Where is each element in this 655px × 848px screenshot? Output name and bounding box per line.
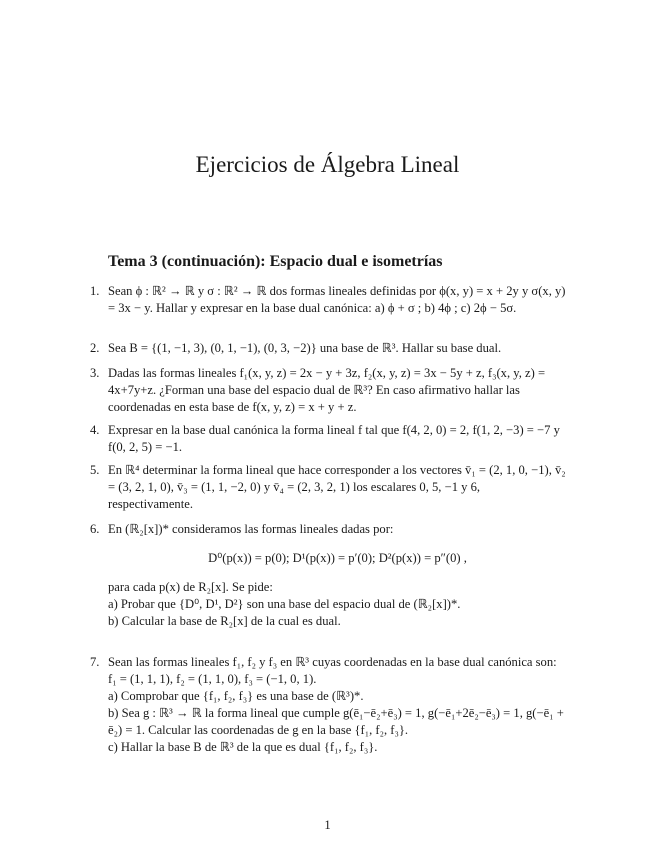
section-heading: Tema 3 (continuación): Espacio dual e isometrías — [108, 253, 443, 270]
exercise-intro: Sean las formas lineales f₁, f₂ y f₃ en ℝ³ cuyas coordenadas en la base dual canónica son: f₁ = (1, 1, 1), f₂ = (1, 1, 0), f₃ = (−1, 0, 1). — [108, 655, 557, 686]
exercise-number: 4. — [90, 423, 100, 437]
exercise-after-text: para cada p(x) de R₂[x]. Se pide: — [108, 580, 273, 594]
exercise-part-a: a) Probar que {D⁰, D¹, D²} son una base del espacio dual de (ℝ₂[x])*. — [108, 597, 461, 611]
exercise-number: 7. — [90, 655, 100, 669]
exercise-text: Sea B = {(1, −1, 3), (0, 1, −1), (0, 3, −2)} una base de ℝ³. Hallar su base dual. — [108, 341, 502, 355]
exercise-number: 6. — [90, 522, 100, 536]
exercise-number: 5. — [90, 463, 100, 477]
exercise-3 — [90, 365, 567, 416]
exercise-text: Expresar en la base dual canónica la forma lineal f tal que f(4, 2, 0) = 2, f(1, 2, −3) = −7 y f(0, 2, 5) = −1. — [108, 423, 560, 454]
exercise-part-a: a) Comprobar que {f₁, f₂, f₃} es una base de (ℝ³)*. — [108, 689, 364, 703]
exercise-1 — [90, 283, 567, 317]
exercise-number: 2. — [90, 341, 100, 355]
exercise-text: En ℝ⁴ determinar la forma lineal que hace corresponder a los vectores v̄₁ = (2, 1, 0, −1), v̄₂ = (3, 2, 1, 0), v̄₃ = (1, 1, −2, 0) y v̄₄ = (2, 3, 2, 1) los escalares 0, 5, −1 y 6, respectivamente. — [108, 463, 566, 511]
exercise-7 — [90, 654, 567, 756]
exercise-5 — [90, 462, 567, 513]
exercise-4 — [90, 422, 567, 456]
exercise-2 — [90, 340, 567, 357]
document-title: Ejercicios de Álgebra Lineal — [195, 152, 460, 177]
exercise-number: 1. — [90, 284, 100, 298]
exercise-part-b: b) Sea g : ℝ³ → ℝ la forma lineal que cumple g(ē₁−ē₂+ē₃) = 1, g(−ē₁+2ē₂−ē₃) = 1, g(−ē₁ + ē₂) = 1. Calcular las coordenadas de g en la base {f₁, f₂, f₃}. — [108, 706, 564, 737]
exercise-text: Sean ϕ : ℝ² → ℝ y σ : ℝ² → ℝ dos formas lineales definidas por ϕ(x, y) = x + 2y y σ(x, y) = 3x − y. Hallar y expresar en la base dual canónica: a) ϕ + σ ; b) 4ϕ ; c) 2ϕ − 5σ. — [108, 284, 566, 315]
exercise-number: 3. — [90, 366, 100, 380]
page-number: 1 — [324, 818, 331, 832]
exercise-6 — [90, 521, 567, 630]
exercise-part-c: c) Hallar la base B de ℝ³ de la que es dual {f₁, f₂, f₃}. — [108, 740, 378, 754]
exercise-intro: En (ℝ₂[x])* consideramos las formas lineales dadas por: — [108, 522, 394, 536]
exercise-part-b: b) Calcular la base de R₂[x] de la cual es dual. — [108, 614, 341, 628]
display-equation: D⁰(p(x)) = p(0); D¹(p(x)) = p′(0); D²(p(x)) = p″(0) , — [208, 551, 467, 565]
exercise-text: Dadas las formas lineales f₁(x, y, z) = 2x − y + 3z, f₂(x, y, z) = 3x − 5y + z, f₃(x, y, z) = 4x+7y+z. ¿Forman una base del espacio dual de ℝ³? En caso afirmativo hallar las coordenadas en esta base de f(x, y, z) = x + y + z. — [108, 366, 546, 414]
